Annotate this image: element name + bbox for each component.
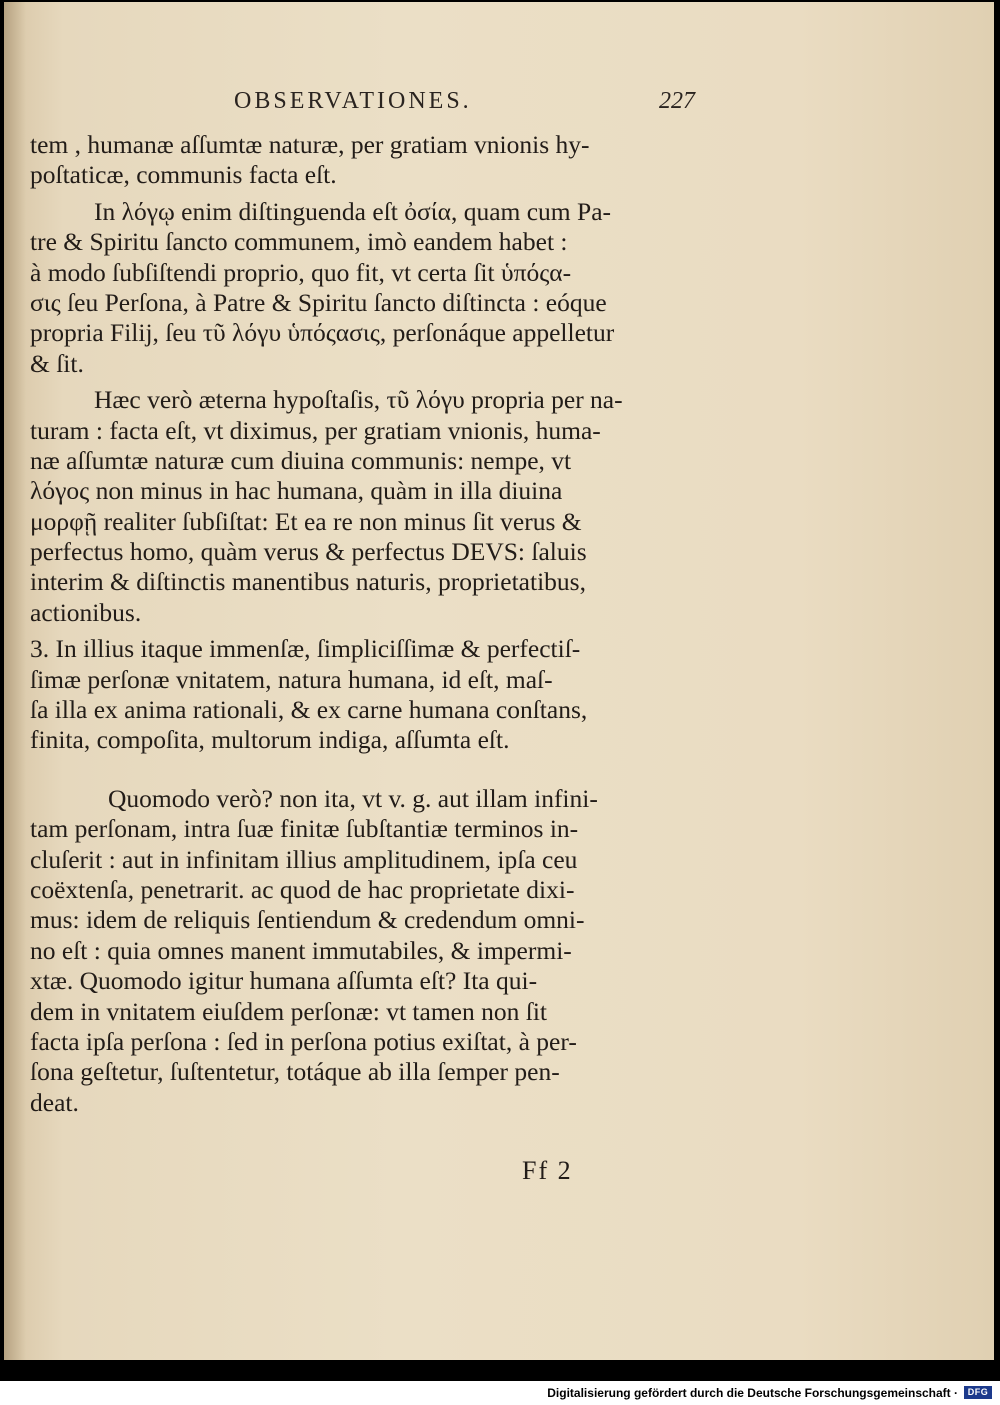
text-line: & ſit. [30,348,84,378]
text-line: dem in vnitatem eiuſdem perſonæ: vt tamen non ſit [30,996,547,1026]
text-line: næ aſſumtæ naturæ cum diuina communis: nempe, vt [30,445,572,475]
text-line: Hæc verò æterna hypoſtaſis, τῦ λόγυ propria per na- [94,385,623,415]
text-line: tam perſonam, intra ſuæ finitæ ſubſtantiæ terminos in- [30,814,579,844]
page-number: 227 [659,88,695,114]
text-line: facta ipſa perſona : ſed in perſona potius exiſtat, à per- [30,1026,577,1056]
text-line: ſa illa ex anima rationali, & ex carne humana conſtans, [30,695,588,725]
text-line: Quomodo verò? non ita, vt v. g. aut illam infini- [108,783,598,813]
text-line: tem , humanæ aſſumtæ naturæ, per gratiam vnionis hy- [30,130,590,159]
text-line: tre & Spiritu ſancto communem, imò eandem habet : [30,227,568,257]
text-line: deat. [30,1087,79,1117]
text-line: finita, compoſita, multorum indiga, aſſumta eſt. [30,725,510,755]
text-line: coëxtenſa, penetrarit. ac quod de hac proprietate dixi- [30,874,575,904]
text-line: ſona geſtetur, ſuſtentetur, totáque ab illa ſemper pen- [30,1057,560,1087]
text-line: σις ſeu Perſona, à Patre & Spiritu ſancto diſtincta : eóque [30,287,607,317]
running-head: OBSERVATIONES. [234,88,472,114]
text-line: interim & diſtinctis manentibus naturis, proprietatibus, [30,567,586,597]
text-line: actionibus. [30,597,142,627]
text-line: cluſerit : aut in infinitam illius amplitudinem, ipſa ceu [30,844,578,874]
text-line: propria Filij, ſeu τῦ λόγυ ὑπόςασις, perſonáque appelletur [30,318,615,348]
page-header [4,88,994,124]
text-line: à modo ſubſiſtendi proprio, quo fit, vt certa ſit ὑπόςα- [30,257,572,287]
text-line: λόγος non minus in hac humana, quàm in illa diuina [30,476,563,506]
text-line: xtæ. Quomodo igitur humana aſſumta eſt? Ita qui- [30,966,538,996]
scanned-page [4,2,994,1360]
text-line: mus: idem de reliquis ſentiendum & credendum omni- [30,905,585,935]
body-text [30,130,710,1118]
text-line: ſimæ perſonæ vnitatem, natura humana, id eſt, maſ- [30,664,553,694]
text-line: In λόγῳ enim diſtinguenda eſt ὀσία, quam cum Pa- [94,196,611,226]
text-line: μορφῇ realiter ſubſiſtat: Et ea re non minus ſit verus & [30,506,582,536]
text-line: no eſt : quia omnes manent immutabiles, & impermi- [30,935,572,965]
text-line: turam : facta eſt, vt diximus, per gratiam vnionis, huma- [30,415,601,445]
text-line: perfectus homo, quàm verus & perfectus DEVS: ſaluis [30,537,587,567]
dfg-logo-icon: DFG [964,1386,992,1399]
funding-credit: Digitalisierung gefördert durch die Deutsche Forschungsgemeinschaft · [547,1386,958,1400]
catchword-signature: Ff 2 [522,1156,573,1185]
digitization-footer [0,1381,1000,1405]
text-line: poſtaticæ, communis facta eſt. [30,160,337,190]
text-line: 3. In illius itaque immenſæ, ſimpliciſſimæ & perfectiſ- [30,634,581,664]
